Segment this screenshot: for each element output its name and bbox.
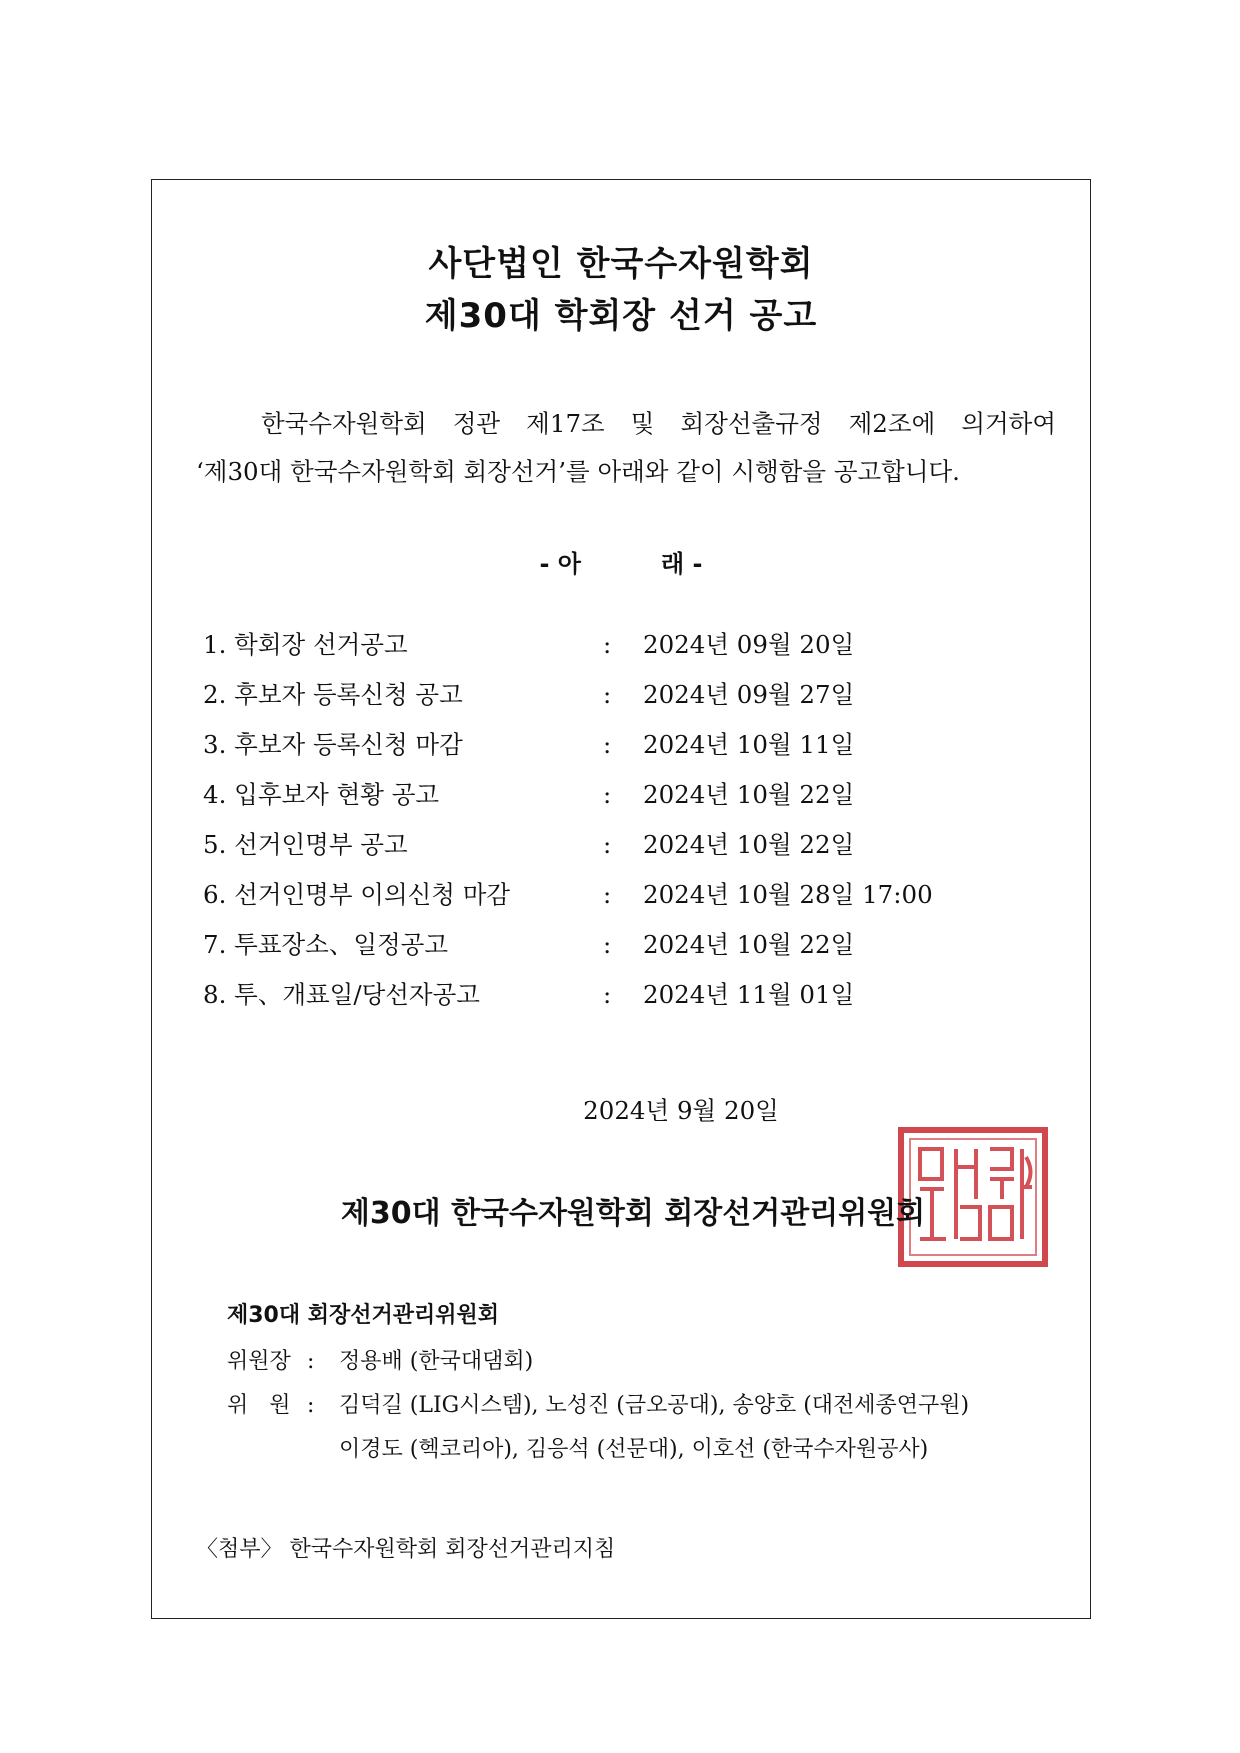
schedule-label: 2. 후보자 등록신청 공고 <box>203 680 463 709</box>
section-heading-left: - 아 <box>539 550 581 578</box>
attachment-note: 〈첨부〉 한국수자원학회 회장선거관리지침 <box>196 1537 616 1562</box>
schedule-date: 2024년 11월 01일 <box>643 980 855 1009</box>
schedule-row <box>203 670 963 720</box>
schedule-row <box>203 970 963 1020</box>
colon: : <box>603 730 612 759</box>
title-line-2: 제30대 학회장 선거 공고 <box>424 296 818 336</box>
notice-date: 2024년 9월 20일 <box>583 1096 779 1125</box>
member-value-line-1: 김덕길 (LIG시스템), 노성진 (금오공대), 송양호 (대전세종연구원) <box>339 1393 970 1418</box>
schedule-list <box>203 620 963 1020</box>
committee-member-row <box>227 1386 1067 1430</box>
schedule-label: 6. 선거인명부 이의신청 마감 <box>203 880 511 909</box>
intro-line-1: 한국수자원학회 정관 제17조 및 회장선출규정 제2조에 의거하여 <box>261 409 1056 438</box>
chair-key: 위원장 <box>227 1349 291 1374</box>
committee-heading: 제30대 회장선거관리위원회 <box>227 1303 500 1328</box>
section-heading-right: 래 - <box>661 550 703 578</box>
schedule-label: 4. 입후보자 현황 공고 <box>203 780 440 809</box>
schedule-label: 3. 후보자 등록신청 마감 <box>203 730 463 759</box>
schedule-date: 2024년 10월 22일 <box>643 930 855 959</box>
schedule-date: 2024년 10월 28일 17:00 <box>643 880 933 909</box>
schedule-label: 8. 투、개표일/당선자공고 <box>203 980 480 1009</box>
colon: : <box>603 980 612 1009</box>
schedule-label: 7. 투표장소、일정공고 <box>203 930 448 959</box>
schedule-label: 1. 학회장 선거공고 <box>203 630 408 659</box>
intro-line-2: ‘제30대 한국수자원학회 회장선거’를 아래와 같이 시행함을 공고합니다. <box>196 457 960 486</box>
committee-block <box>227 1298 1067 1474</box>
colon: : <box>603 830 612 859</box>
schedule-row <box>203 720 963 770</box>
colon: : <box>307 1393 315 1418</box>
committee-member-row-continued <box>227 1430 1067 1474</box>
member-key: 위 원 <box>227 1393 291 1418</box>
schedule-row <box>203 620 963 670</box>
schedule-row <box>203 820 963 870</box>
schedule-label: 5. 선거인명부 공고 <box>203 830 408 859</box>
schedule-row <box>203 870 963 920</box>
schedule-date: 2024년 10월 22일 <box>643 780 855 809</box>
colon: : <box>603 880 612 909</box>
notice-frame <box>151 179 1091 1619</box>
organization-name: 제30대 한국수자원학회 회장선거관리위원회 <box>340 1196 926 1231</box>
colon: : <box>307 1349 315 1374</box>
colon: : <box>603 930 612 959</box>
colon: : <box>603 780 612 809</box>
schedule-date: 2024년 09월 20일 <box>643 630 855 659</box>
schedule-date: 2024년 09월 27일 <box>643 680 855 709</box>
title-line-1: 사단법인 한국수자원학회 <box>428 244 814 284</box>
colon: : <box>603 680 612 709</box>
colon: : <box>603 630 612 659</box>
section-heading <box>152 544 1090 579</box>
member-value-line-2: 이경도 (헥코리아), 김응석 (선문대), 이호선 (한국수자원공사) <box>339 1437 929 1462</box>
schedule-row <box>203 770 963 820</box>
schedule-date: 2024년 10월 22일 <box>643 830 855 859</box>
chair-value: 정용배 (한국대댐회) <box>339 1349 534 1374</box>
schedule-date: 2024년 10월 11일 <box>643 730 855 759</box>
schedule-row <box>203 920 963 970</box>
committee-chair-row <box>227 1342 1067 1386</box>
